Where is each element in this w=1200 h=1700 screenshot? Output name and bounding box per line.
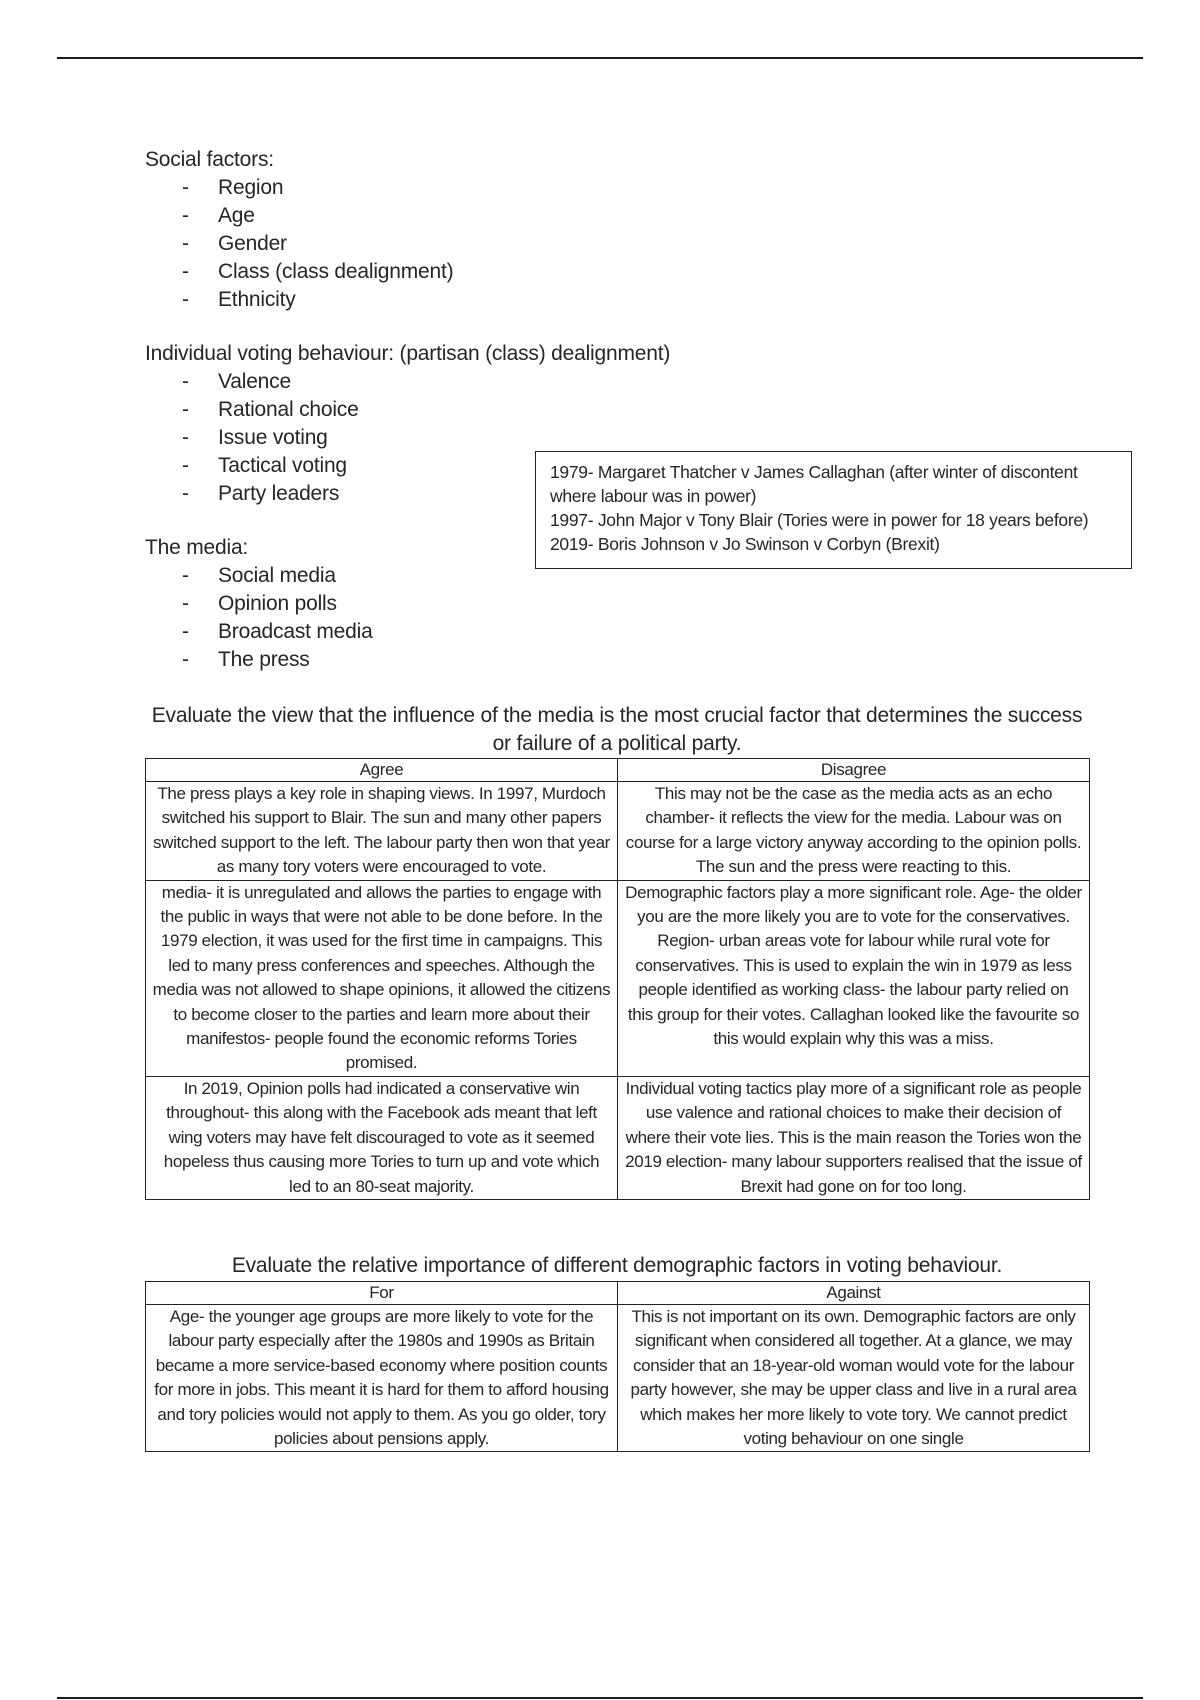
table-header-row	[146, 759, 1090, 782]
table-cell: This is not important on its own. Demographic factors are only significant when considered all together. At a glance, we may consider that an 18-year-old woman would vote for the labour party however, she may be upper class and live in a rural area which makes her more likely to vote tory. We cannot predict voting behaviour on one single	[618, 1305, 1090, 1452]
elections-text-box	[535, 451, 1132, 569]
list-item: - Region	[182, 176, 284, 199]
media-heading: The media:	[145, 536, 249, 559]
question-2-table	[145, 1281, 1090, 1452]
question-1-title: Evaluate the view that the influence of the media is the most crucial factor that determines the success or failure of a political party.	[151, 704, 1083, 755]
list-item: - Rational choice	[182, 398, 359, 421]
against-header: Against	[618, 1282, 1090, 1305]
social-factors-heading: Social factors:	[145, 148, 274, 171]
question-2-title: Evaluate the relative importance of different demographic factors in voting behaviour.	[231, 1254, 1003, 1277]
social-factors-section	[145, 146, 454, 314]
table-row	[146, 1076, 1090, 1199]
list-item: - Social media	[182, 564, 336, 587]
table-cell: The press plays a key role in shaping views. In 1997, Murdoch switched his support to Blair. The sun and many other papers switched support to the left. The labour party then won that year as many tory voters were encouraged to vote.	[146, 782, 618, 881]
list-item: - Valence	[182, 370, 291, 393]
election-1979: 1979- Margaret Thatcher v James Callaghan (after winter of discontent where labour was in power)	[550, 462, 1078, 506]
bottom-rule	[57, 1697, 1143, 1699]
election-1997: 1997- John Major v Tony Blair (Tories were in power for 18 years before)	[550, 510, 1089, 530]
table-row	[146, 880, 1090, 1076]
table-cell: In 2019, Opinion polls had indicated a conservative win throughout- this along with the Facebook ads meant that left wing voters may have felt discouraged to vote as it seemed hopeless thus causing more Tories to turn up and vote which led to an 80-seat majority.	[146, 1076, 618, 1199]
table-row	[146, 1305, 1090, 1452]
media-list	[145, 562, 373, 674]
list-item: - Broadcast media	[182, 620, 373, 643]
table-row	[146, 782, 1090, 881]
election-2019: 2019- Boris Johnson v Jo Swinson v Corbyn (Brexit)	[550, 534, 940, 554]
table-cell: media- it is unregulated and allows the parties to engage with the public in ways that were not able to be done before. In the 1979 election, it was used for the first time in campaigns. This led to many press conferences and speeches. Although the media was not allowed to shape opinions, it allowed the citizens to become closer to the parties and learn more about their manifestos- people found the economic reforms Tories promised.	[146, 880, 618, 1076]
table-cell: Demographic factors play a more significant role. Age- the older you are the more likely you are to vote for the conservatives. Region- urban areas vote for labour while rural vote for conservatives. This is used to explain the win in 1979 as less people identified as working class- the labour party relied on this group for their votes. Callaghan looked like the favourite so this would explain why this was a miss.	[618, 880, 1090, 1076]
list-item: - Gender	[182, 232, 287, 255]
list-item: - Party leaders	[182, 482, 340, 505]
individual-voting-heading: Individual voting behaviour: (partisan (class) dealignment)	[145, 342, 671, 365]
list-item: - Issue voting	[182, 426, 328, 449]
list-item: - Ethnicity	[182, 288, 296, 311]
agree-header: Agree	[146, 759, 618, 782]
list-item: - Age	[182, 204, 255, 227]
social-factors-list	[145, 174, 454, 314]
disagree-header: Disagree	[618, 759, 1090, 782]
table-cell: Age- the younger age groups are more likely to vote for the labour party especially after the 1980s and 1990s as Britain became a more service-based economy where position counts for more in jobs. This meant it is hard for them to afford housing and tory policies would not apply to them. As you go older, tory policies about pensions apply.	[146, 1305, 618, 1452]
list-item: - Class (class dealignment)	[182, 260, 454, 283]
top-rule	[57, 57, 1143, 59]
for-header: For	[146, 1282, 618, 1305]
list-item: - Opinion polls	[182, 592, 337, 615]
media-section	[145, 534, 373, 674]
question-1-table	[145, 758, 1090, 1200]
table-header-row	[146, 1282, 1090, 1305]
table-cell: This may not be the case as the media acts as an echo chamber- it reflects the view for the media. Labour was on course for a large victory anyway according to the opinion polls. The sun and the press were reacting to this.	[618, 782, 1090, 881]
list-item: - Tactical voting	[182, 454, 347, 477]
list-item: - The press	[182, 648, 310, 671]
table-cell: Individual voting tactics play more of a significant role as people use valence and rational choices to make their decision of where their vote lies. This is the main reason the Tories won the 2019 election- many labour supporters realised that the issue of Brexit had gone on for too long.	[618, 1076, 1090, 1199]
